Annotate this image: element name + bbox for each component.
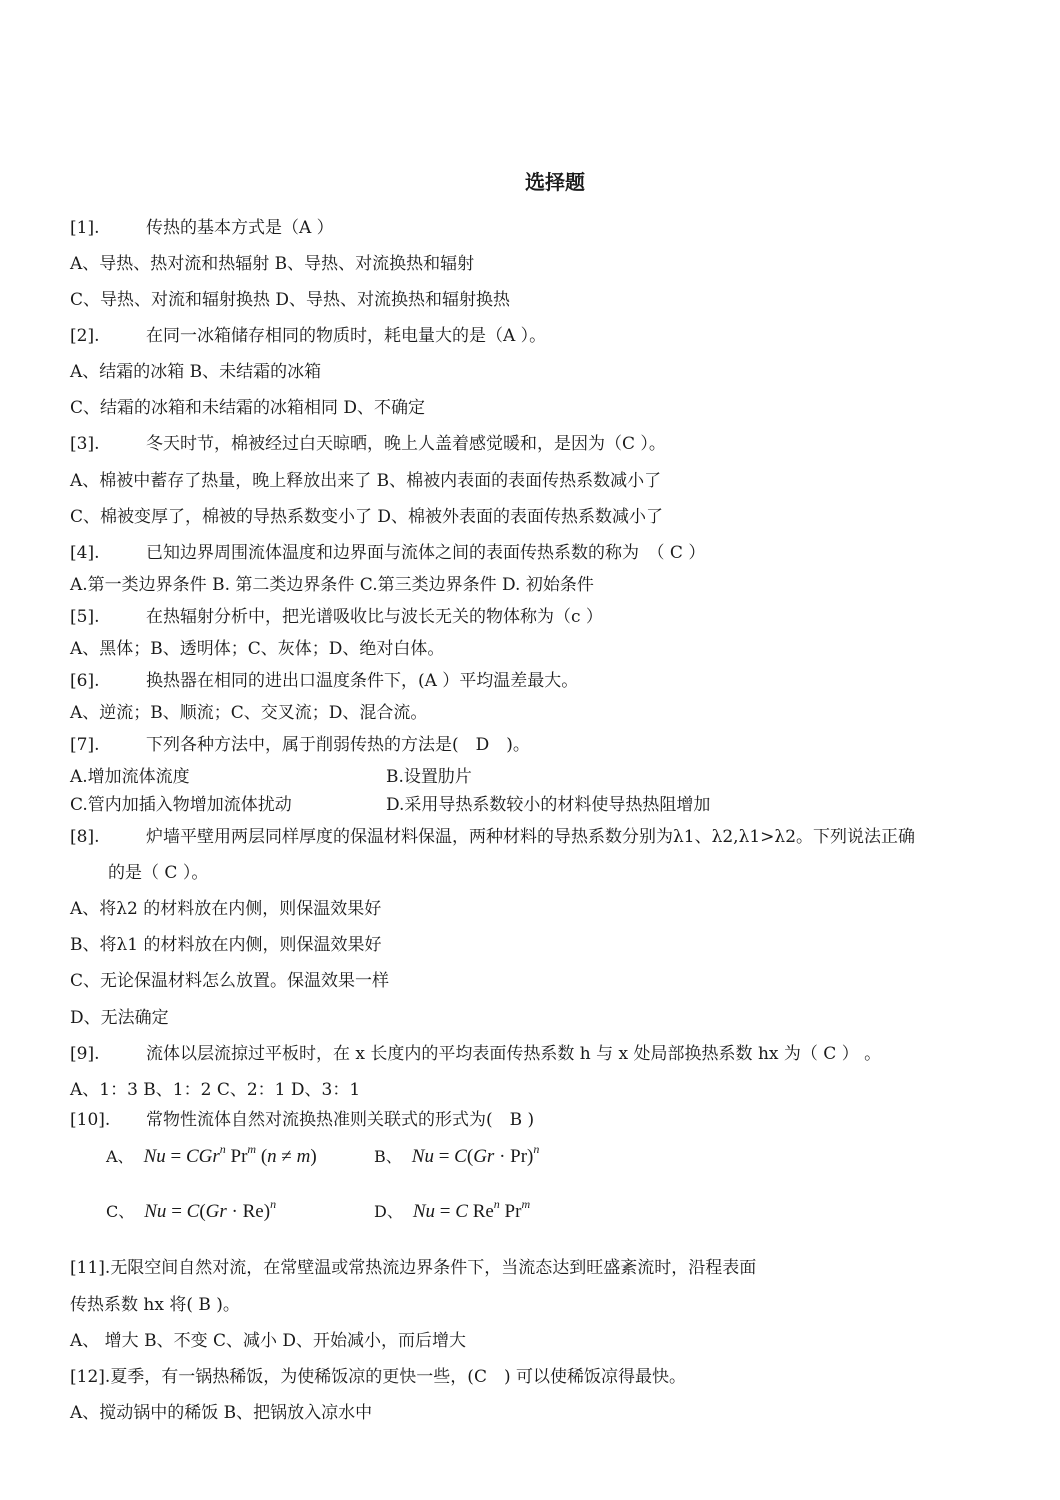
question-7-option-b: B.设置肋片 bbox=[386, 767, 472, 787]
question-text: 无限空间自然对流，在常壁温或常热流边界条件下，当流态达到旺盛紊流时，沿程表面 bbox=[110, 1258, 757, 1278]
question-8 bbox=[70, 826, 915, 848]
question-8-option-d: D、无法确定 bbox=[70, 1008, 169, 1028]
question-text: 炉墙平壁用两层同样厚度的保温材料保温，两种材料的导热系数分别为λ1、λ2,λ1>λ2。下列说法正确 bbox=[146, 827, 916, 847]
question-number: [10]. bbox=[70, 1110, 111, 1130]
question-11-options: A、 增大 B、不变 C、减小 D、开始减小，而后增大 bbox=[70, 1331, 467, 1351]
question-text: 流体以层流掠过平板时，在 x 长度内的平均表面传热系数 h 与 x 处局部换热系数 hx 为（ C ） 。 bbox=[146, 1044, 882, 1064]
question-11-continuation: 传热系数 hx 将( B )。 bbox=[70, 1295, 240, 1315]
question-text: 夏季，有一锅热稀饭，为使稀饭凉的更快一些，(C ) 可以使稀饭凉得最快。 bbox=[110, 1367, 686, 1387]
question-9 bbox=[70, 1043, 881, 1065]
question-text: 已知边界周围流体温度和边界面与流体之间的表面传热系数的称为 （ C ） bbox=[146, 543, 706, 563]
question-8-option-c: C、无论保温材料怎么放置。保温效果一样 bbox=[70, 971, 390, 991]
question-1 bbox=[70, 217, 334, 239]
question-text: 换热器在相同的进出口温度条件下，(A ）平均温差最大。 bbox=[146, 671, 579, 691]
question-number: [11]. bbox=[70, 1258, 111, 1278]
question-number: [3]. bbox=[70, 434, 100, 454]
question-2 bbox=[70, 325, 546, 347]
question-text: 在热辐射分析中，把光谱吸收比与波长无关的物体称为（c ） bbox=[146, 607, 603, 627]
question-number: [6]. bbox=[70, 671, 100, 691]
question-11 bbox=[70, 1257, 756, 1279]
question-number: [2]. bbox=[70, 326, 100, 346]
question-number: [4]. bbox=[70, 543, 100, 563]
question-6 bbox=[70, 670, 578, 692]
question-1-options-ab: A、导热、热对流和热辐射 B、导热、对流换热和辐射 bbox=[70, 254, 475, 274]
question-number: [8]. bbox=[70, 827, 100, 847]
question-number: [5]. bbox=[70, 607, 100, 627]
question-7 bbox=[70, 734, 530, 756]
question-8-option-a: A、将λ2 的材料放在内侧，则保温效果好 bbox=[70, 899, 382, 919]
question-5-options: A、黑体；B、透明体；C、灰体；D、绝对白体。 bbox=[70, 639, 445, 659]
question-text: 传热的基本方式是（A ） bbox=[146, 218, 334, 238]
question-number: [7]. bbox=[70, 735, 100, 755]
question-text: 在同一冰箱储存相同的物质时，耗电量大的是（A ）。 bbox=[146, 326, 547, 346]
question-12-options: A、搅动锅中的稀饭 B、把锅放入凉水中 bbox=[70, 1403, 373, 1423]
question-6-options: A、逆流；B、顺流；C、交叉流；D、混合流。 bbox=[70, 703, 428, 723]
question-9-options: A、1：3 B、1：2 C、2：1 D、3：1 bbox=[70, 1080, 361, 1100]
question-text: 冬天时节，棉被经过白天晾晒，晚上人盖着感觉暖和，是因为（C ）。 bbox=[146, 434, 666, 454]
question-text: 下列各种方法中，属于削弱传热的方法是( D )。 bbox=[146, 735, 530, 755]
question-5 bbox=[70, 606, 603, 628]
question-12 bbox=[70, 1366, 686, 1388]
question-4 bbox=[70, 542, 705, 564]
question-8-option-b: B、将λ1 的材料放在内侧，则保温效果好 bbox=[70, 935, 382, 955]
formula-label: C、 bbox=[106, 1202, 135, 1221]
page-title: 选择题 bbox=[525, 170, 585, 194]
question-number: [12]. bbox=[70, 1367, 111, 1387]
question-1-options-cd: C、导热、对流和辐射换热 D、导热、对流换热和辐射换热 bbox=[70, 290, 511, 310]
formula-option-a: A、 Nu = CGr$^n$ Pr$^m$ (n ≠ m) bbox=[106, 1142, 317, 1167]
question-2-options-ab: A、结霜的冰箱 B、未结霜的冰箱 bbox=[70, 362, 322, 382]
question-7-option-a: A.增加流体流度 bbox=[70, 767, 190, 787]
question-text: 常物性流体自然对流换热准则关联式的形式为( B ) bbox=[146, 1110, 535, 1130]
formula-label: A、 bbox=[106, 1147, 134, 1166]
question-7-option-d: D.采用导热系数较小的材料使导热热阻增加 bbox=[386, 795, 711, 815]
question-4-options: A.第一类边界条件 B. 第二类边界条件 C.第三类边界条件 D. 初始条件 bbox=[70, 575, 594, 595]
formula-option-d: D、 Nu = C Re$^n$ Pr$^m$ bbox=[374, 1197, 531, 1222]
formula-option-b: B、 $Nu = C(Gr \cdot Pr)^n$ bbox=[374, 1142, 540, 1167]
formula-label: D、 bbox=[374, 1202, 403, 1221]
question-number: [1]. bbox=[70, 218, 100, 238]
formula-option-c: C、 $Nu = C(Gr \cdot Re)^n$ bbox=[106, 1197, 277, 1222]
question-number: [9]. bbox=[70, 1044, 100, 1064]
question-3 bbox=[70, 433, 666, 455]
formula-label: B、 bbox=[374, 1147, 402, 1166]
question-3-options-ab: A、棉被中蓄存了热量，晚上释放出来了 B、棉被内表面的表面传热系数减小了 bbox=[70, 471, 662, 491]
question-3-options-cd: C、棉被变厚了，棉被的导热系数变小了 D、棉被外表面的表面传热系数减小了 bbox=[70, 507, 664, 527]
question-7-option-c: C.管内加插入物增加流体扰动 bbox=[70, 795, 292, 815]
question-2-options-cd: C、结霜的冰箱和未结霜的冰箱相同 D、不确定 bbox=[70, 398, 426, 418]
question-10 bbox=[70, 1109, 534, 1131]
question-8-continuation: 的是（ C ）。 bbox=[108, 863, 209, 883]
